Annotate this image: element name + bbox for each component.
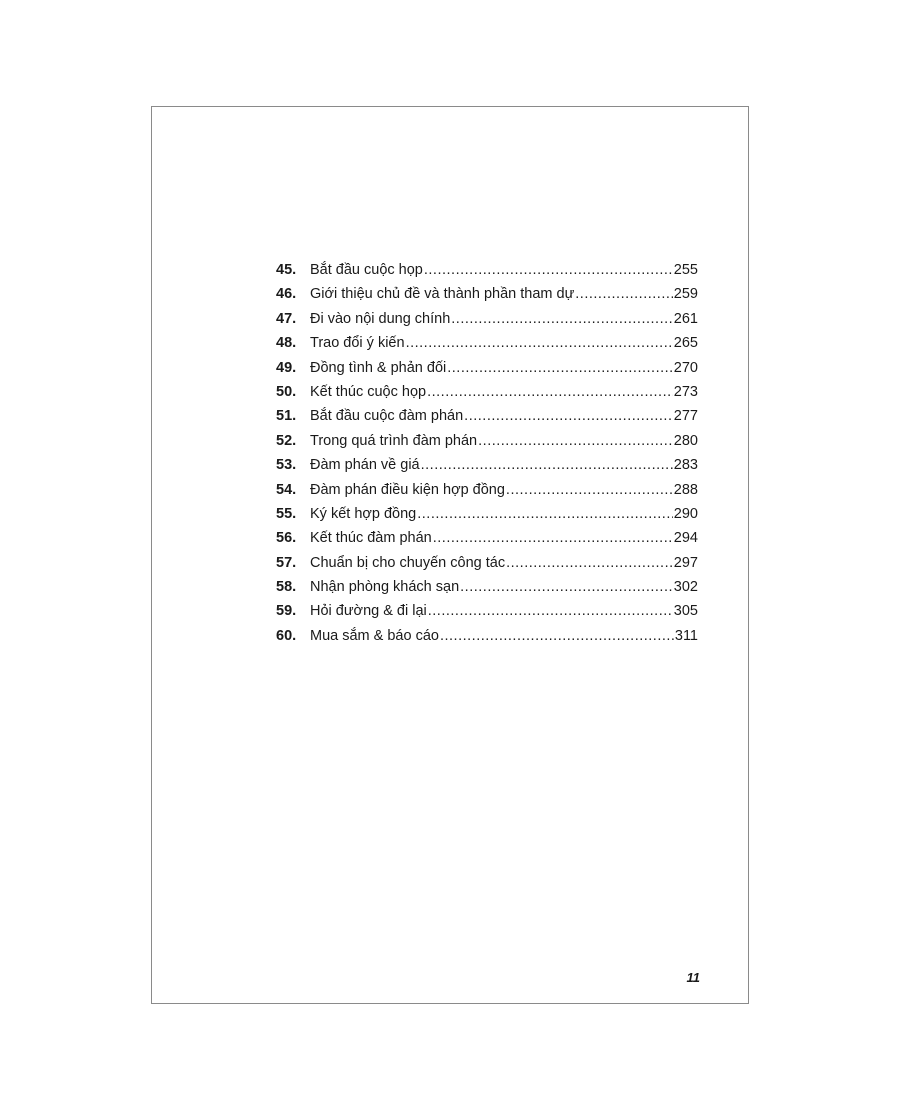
toc-entry-number: 46.	[276, 286, 297, 303]
toc-entry-page: 259	[673, 286, 698, 303]
toc-entry-title: Mua sắm & báo cáo	[310, 627, 439, 644]
toc-entry	[276, 482, 698, 506]
toc-dot-leader	[427, 384, 673, 400]
toc-entry-page: 270	[673, 359, 698, 376]
toc-entry-title: Bắt đầu cuộc đàm phán	[310, 408, 464, 425]
toc-entry	[276, 433, 698, 457]
toc-entry	[276, 262, 698, 286]
toc-entry	[276, 628, 698, 652]
toc-entry-title: Ký kết hợp đồng	[310, 505, 417, 522]
toc-entry-number: 49.	[276, 359, 297, 376]
toc-entry-number: 45.	[276, 262, 297, 278]
toc-dot-leader	[424, 262, 673, 278]
toc-entry-number: 52.	[276, 432, 297, 449]
toc-dot-leader	[421, 457, 673, 473]
toc-dot-leader	[433, 530, 673, 546]
toc-entry-title: Bắt đầu cuộc họp	[310, 262, 423, 278]
toc-entry-title: Kết thúc cuộc họp	[310, 383, 427, 400]
toc-entry-page: 294	[673, 530, 698, 547]
toc-entry-number: 51.	[276, 408, 297, 425]
toc-entry	[276, 530, 698, 554]
toc-entry-page: 283	[673, 457, 698, 474]
toc-entry-page: 311	[674, 627, 698, 644]
toc-entry-title: Đàm phán về giá	[310, 457, 420, 474]
toc-entry	[276, 360, 698, 384]
toc-entry-page: 265	[673, 335, 698, 352]
toc-entry-title: Đàm phán điều kiện hợp đồng	[310, 481, 505, 498]
toc-entry-page: 273	[673, 383, 698, 400]
toc-entry-title: Đồng tình & phản đối	[310, 359, 447, 376]
toc-entry-number: 60.	[276, 627, 297, 644]
toc-entry-page: 297	[673, 554, 698, 571]
toc-entry-page: 305	[673, 603, 698, 620]
toc-entry	[276, 555, 698, 579]
toc-dot-leader	[428, 603, 673, 619]
toc-entry-page: 302	[673, 579, 698, 596]
toc-dot-leader	[451, 311, 673, 327]
toc-entry	[276, 408, 698, 432]
toc-entry-number: 48.	[276, 335, 297, 352]
toc-entry-number: 57.	[276, 554, 297, 571]
toc-entry	[276, 457, 698, 481]
toc-entry-page: 277	[673, 408, 698, 425]
toc-dot-leader	[406, 335, 673, 351]
toc-entry-page: 290	[673, 505, 698, 522]
toc-dot-leader	[440, 628, 674, 644]
toc-entry-title: Kết thúc đàm phán	[310, 530, 432, 547]
page-number: 11	[686, 970, 700, 985]
table-of-contents	[276, 262, 698, 652]
toc-dot-leader	[506, 555, 673, 571]
toc-entry-title: Chuẩn bị cho chuyến công tác	[310, 554, 506, 571]
toc-entry-title: Trong quá trình đàm phán	[310, 432, 478, 449]
toc-entry-number: 59.	[276, 603, 297, 620]
toc-entry-title: Giới thiệu chủ đề và thành phần tham dự	[310, 286, 575, 303]
toc-entry-page: 255	[673, 262, 698, 278]
toc-dot-leader	[460, 579, 673, 595]
toc-entry-number: 55.	[276, 505, 297, 522]
toc-entry-number: 53.	[276, 457, 297, 474]
toc-dot-leader	[417, 506, 673, 522]
toc-entry-title: Nhận phòng khách sạn	[310, 579, 460, 596]
toc-entry-number: 50.	[276, 383, 297, 400]
toc-entry-page: 288	[673, 481, 698, 498]
toc-entry	[276, 286, 698, 310]
toc-entry-number: 58.	[276, 579, 297, 596]
toc-dot-leader	[575, 286, 673, 302]
toc-entry-title: Đi vào nội dung chính	[310, 310, 451, 327]
toc-dot-leader	[478, 433, 673, 449]
toc-entry-page: 280	[673, 432, 698, 449]
toc-entry-number: 47.	[276, 310, 297, 327]
book-page	[151, 106, 749, 1004]
toc-entry	[276, 384, 698, 408]
toc-entry-title: Trao đổi ý kiến	[310, 335, 405, 352]
toc-entry	[276, 506, 698, 530]
toc-entry-page: 261	[673, 310, 698, 327]
toc-entry	[276, 335, 698, 359]
toc-entry-number: 56.	[276, 530, 297, 547]
toc-entry-title: Hỏi đường & đi lại	[310, 603, 427, 620]
toc-dot-leader	[447, 360, 673, 376]
toc-entry	[276, 579, 698, 603]
toc-entry	[276, 603, 698, 627]
toc-dot-leader	[506, 482, 673, 498]
toc-entry	[276, 311, 698, 335]
toc-entry-number: 54.	[276, 481, 297, 498]
toc-dot-leader	[464, 408, 673, 424]
